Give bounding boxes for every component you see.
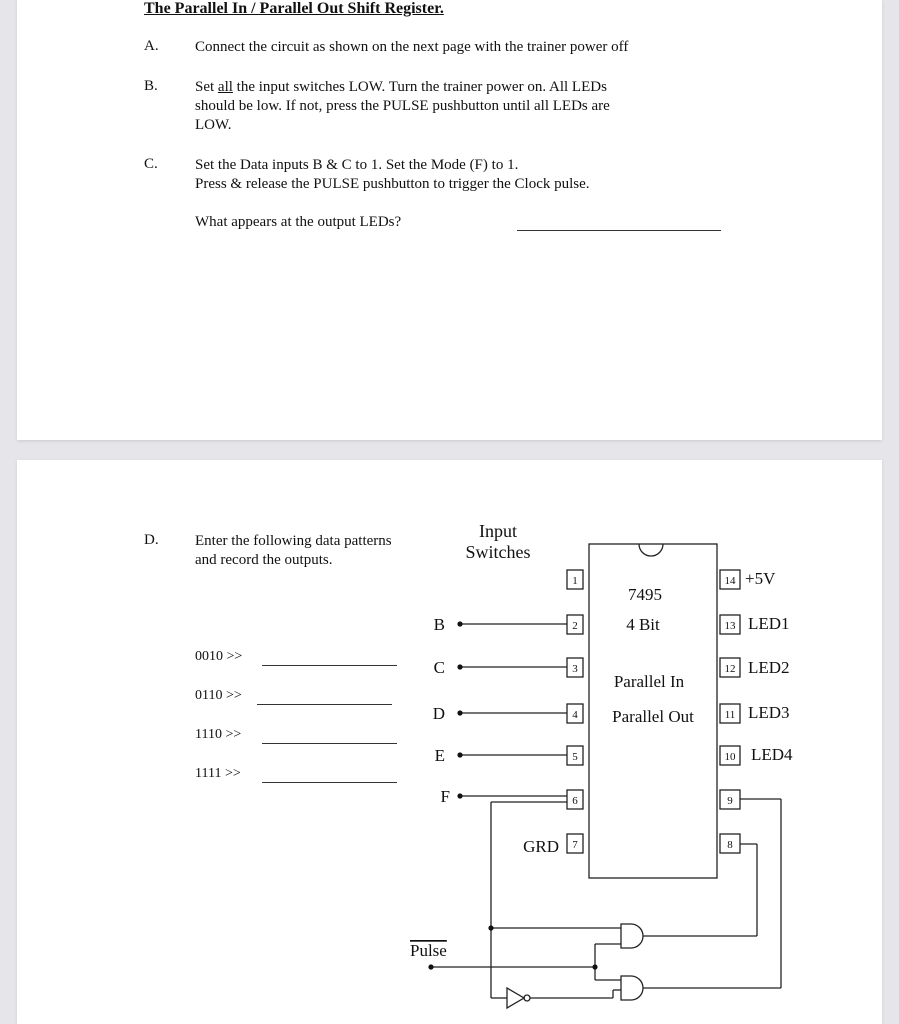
- pin-number: 11: [724, 709, 736, 721]
- shift-register-schematic: [17, 460, 882, 1024]
- ground-label: GRD: [523, 837, 559, 856]
- ic-notch: [639, 544, 663, 556]
- pin-number: 9: [727, 795, 733, 807]
- input-switches-label-1: Input: [479, 521, 517, 541]
- worksheet-page-1: [17, 0, 882, 440]
- pin-number: 8: [727, 839, 733, 851]
- pin-number: 14: [724, 575, 736, 587]
- input-dot: [457, 664, 462, 669]
- step-b-line1-rest: the input switches LOW. Turn the trainer power on. All LEDs: [232, 79, 607, 95]
- step-d-letter: D.: [144, 532, 159, 548]
- pin-number: 3: [572, 663, 578, 675]
- pin-number: 2: [572, 620, 578, 632]
- pin-number: 5: [572, 751, 578, 763]
- pin-label-led2: LED2: [748, 658, 790, 677]
- step-c-question: What appears at the output LEDs?: [195, 214, 402, 230]
- junction-dot: [488, 925, 493, 930]
- input-dot: [457, 793, 462, 798]
- input-label-e: E: [434, 746, 445, 765]
- pin-label-led1: LED1: [748, 614, 790, 633]
- input-dot: [457, 752, 462, 757]
- answer-line-c[interactable]: [517, 230, 721, 231]
- inverter-gate: [507, 988, 524, 1008]
- pattern-label: 0010 >>: [195, 649, 243, 664]
- junction-dot: [592, 964, 597, 969]
- step-b-pre: Set: [195, 79, 218, 95]
- pulse-label: Pulse: [410, 941, 447, 960]
- chip-name: 7495: [628, 585, 662, 604]
- step-d-line1: Enter the following data patterns: [195, 533, 392, 549]
- pin-number: 13: [724, 620, 736, 632]
- input-dot: [457, 710, 462, 715]
- pattern-label: 0110 >>: [195, 688, 242, 703]
- pin-label-vcc: +5V: [745, 569, 776, 588]
- pin-label-led4: LED4: [751, 745, 793, 764]
- step-b-line3: LOW.: [195, 117, 232, 133]
- input-switches-label-2: Switches: [465, 542, 531, 562]
- and-gate: [621, 924, 643, 948]
- step-c-text: [195, 156, 705, 194]
- chip-desc-1: Parallel In: [613, 672, 685, 691]
- step-a-text: Connect the circuit as shown on the next page with the trainer power off: [195, 39, 629, 55]
- step-d-line2: and record the outputs.: [195, 552, 333, 568]
- worksheet-page-2: [17, 460, 882, 1024]
- step-b-emphasis: all: [217, 79, 233, 95]
- input-dot: [457, 621, 462, 626]
- page-title: The Parallel In / Parallel Out Shift Register.: [144, 0, 444, 17]
- step-b-letter: B.: [144, 78, 158, 94]
- chip-bits: 4 Bit: [626, 615, 660, 634]
- pin-number: 4: [572, 709, 578, 721]
- pin-number: 6: [572, 795, 578, 807]
- step-c-line1: Set the Data inputs B & C to 1. Set the Mode (F) to 1.: [195, 157, 519, 173]
- pin-number: 7: [572, 839, 578, 851]
- input-label-b: B: [433, 615, 445, 634]
- step-b-line2: should be low. If not, press the PULSE pushbutton until all LEDs are: [195, 98, 610, 114]
- pin-number: 12: [724, 663, 736, 675]
- input-label-c: C: [433, 658, 445, 677]
- pin-label-led3: LED3: [748, 703, 790, 722]
- step-b-text: [195, 78, 705, 135]
- pin-number: 10: [724, 751, 736, 763]
- chip-desc-2: Parallel Out: [612, 707, 694, 726]
- input-label-d: D: [432, 704, 445, 723]
- and-gate: [621, 976, 643, 1000]
- pin-number: 1: [572, 575, 578, 587]
- step-a-letter: A.: [144, 38, 159, 54]
- step-c-letter: C.: [144, 156, 158, 172]
- step-c-line2: Press & release the PULSE pushbutton to trigger the Clock pulse.: [195, 176, 590, 192]
- junction-dot: [428, 964, 433, 969]
- pattern-label: 1110 >>: [195, 727, 242, 742]
- input-label-f: F: [440, 787, 450, 806]
- pattern-label: 1111 >>: [195, 766, 241, 781]
